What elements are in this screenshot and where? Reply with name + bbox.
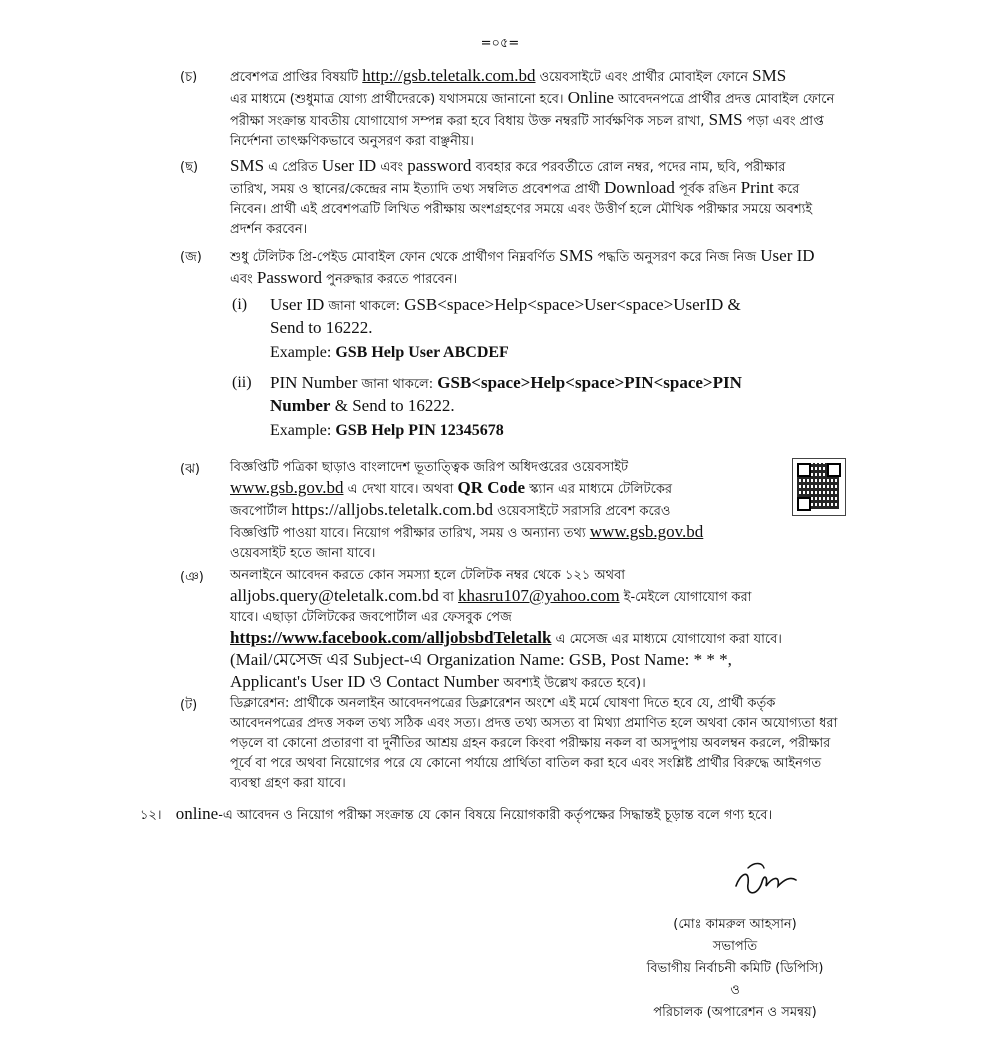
qr-code-image bbox=[792, 458, 846, 516]
gsb-website-link[interactable]: www.gsb.gov.bd bbox=[230, 478, 344, 497]
signatory-title-1: সভাপতি bbox=[712, 939, 758, 954]
item-body: অনলাইনে আবেদন করতে কোন সমস্যা হলে টেলিটক নম্বর থেকে ১২১ অথবা alljobs.query@teletalk.com.bd বা khasru107@yahoo.com ই-মেইলে যোগাযোগ করা যাবে। এছাড়া টেলিটকের জবপোর্টাল এর ফেসবুক পেজ https://www.facebook.com/alljobsbdTeletalk এ মেসেজ এর মাধ্যমে যোগাযোগ করা যাবে। (Mail/মেসেজ এর Subject-এ Organization Name: GSB, Post Name: * * *, Applicant's User ID ও Contact Number অবশ্যই উল্লেখ করতে হবে)। bbox=[230, 568, 782, 691]
final-clause: ১২। online-এ আবেদন ও নিয়োগ পরীক্ষা সংক্রান্ত যে কোন বিষয়ে নিয়োগকারী কর্তৃপক্ষের সিদ্ধান্তই চূড়ান্ত বলে গণ্য হবে। bbox=[140, 804, 773, 823]
item-body: বিজ্ঞপ্তিটি পত্রিকা ছাড়াও বাংলাদেশ ভূতাত্ত্বিক জরিপ অধিদপ্তরের ওয়েবসাইট www.gsb.gov.bd এ দেখা যাবে। অথবা QR Code স্ক্যান এর মাধ্যমে টেলিটকের জবপোর্টাল https://alljobs.teletalk.com.bd ওয়েবসাইটে সরাসরি প্রবেশ করেও বিজ্ঞপ্তিটি পাওয়া যাবে। নিয়োগ পরীক্ষার তারিখ, সময় ও অন্যান্য তথ্য www.gsb.gov.bd ওয়েবসাইট হতে জানা যাবে। bbox=[230, 460, 704, 561]
khasru-email[interactable]: khasru107@yahoo.com bbox=[458, 586, 620, 605]
clause-number: ১২। bbox=[140, 808, 162, 823]
item-body: SMS এ প্রেরিত User ID এবং password ব্যবহার করে পরবর্তীতে রোল নম্বর, পদের নাম, ছবি, পরীক্ষার তারিখ, সময় ও স্থানের/কেন্দ্রের নাম ইত্যাদি তথ্য সম্বলিত প্রবেশপত্র প্রার্থী Download পূর্বক রঙিন Print করে নিবেন। প্রার্থী এই প্রবেশপত্রটি লিখিত পরীক্ষায় অংশগ্রহণের সময়ে এবং উত্তীর্ণ হলে মৌখিক পরীক্ষার সময়ে অবশ্যই প্রদর্শন করবেন। bbox=[230, 156, 813, 237]
facebook-page-link[interactable]: https://www.facebook.com/alljobsbdTeletalk bbox=[230, 628, 552, 647]
item-marker: (চ) bbox=[180, 70, 198, 85]
item-marker: (ঝ) bbox=[180, 462, 200, 477]
page-number: =০৫= bbox=[480, 36, 520, 51]
signatory-title-2: বিভাগীয় নির্বাচনী কমিটি (ডিপিসি) bbox=[646, 961, 824, 976]
alljobs-link[interactable]: https://alljobs.teletalk.com.bd bbox=[291, 500, 493, 519]
item-body: প্রবেশপত্র প্রাপ্তির বিষয়টি http://gsb.teletalk.com.bd ওয়েবসাইটে এবং প্রার্থীর মোবাইল ফোনে SMS এর মাধ্যমে (শুধুমাত্র যোগ্য প্রার্থীদেরকে) যথাসময়ে জানানো হবে। Online আবেদনপত্রে প্রার্থীর প্রদত্ত মোবাইল ফোনে পরীক্ষা সংক্রান্ত যাবতীয় যোগাযোগ সম্পন্ন করা হবে বিধায় উক্ত নম্বরটি সার্বক্ষণিক সচল রাখা, SMS পড়া এবং প্রাপ্ত নির্দেশনা তাৎক্ষণিকভাবে অনুসরণ করা বাঞ্ছনীয়। bbox=[230, 66, 835, 149]
item-body: শুধু টেলিটক প্রি-পেইড মোবাইল ফোন থেকে প্রার্থীগণ নিম্নবর্ণিত SMS পদ্ধতি অনুসরণ করে নিজ নিজ User ID এবং Password পুনরুদ্ধার করতে পারবেন। bbox=[230, 246, 815, 287]
signatory-and: ও bbox=[730, 983, 740, 998]
example-pin: Example: GSB Help PIN 12345678 bbox=[270, 422, 504, 439]
alljobs-query-email[interactable]: alljobs.query@teletalk.com.bd bbox=[230, 586, 439, 605]
item-marker: (ট) bbox=[180, 698, 198, 713]
signature-mark bbox=[728, 856, 808, 906]
item-body: ডিক্লারেশন: প্রার্থীকে অনলাইন আবেদনপত্রের ডিক্লারেশন অংশে এই মর্মে ঘোষণা দিতে হবে যে, প্রার্থী কর্তৃক আবেদনপত্রের প্রদত্ত সকল তথ্য সঠিক এবং সত্য। প্রদত্ত তথ্য অসত্য বা মিথ্যা প্রমাণিত হলে অথবা কোন অযোগ্যতা ধরা পড়লে বা কোনো প্রতারণা বা দুর্নীতির আশ্রয় গ্রহন করলে কিংবা পরীক্ষায় নকল বা অসদুপায় অবলম্বন করলে, পরীক্ষার পূর্বে বা পরে অথবা নিয়োগের পরে যে কোনো পর্যায়ে প্রার্থিতা বাতিল করা হবে এবং সংশ্লিষ্ট প্রার্থীর বিরুদ্ধে আইনগত ব্যবস্থা গ্রহণ করা যাবে। bbox=[230, 696, 838, 791]
item-ja: (জ) শুধু টেলিটক প্রি-পেইড মোবাইল ফোন থেকে প্রার্থীগণ নিম্নবর্ণিত SMS পদ্ধতি অনুসরণ করে নিজ নিজ User ID এবং Password পুনরুদ্ধার করতে পারবেন। (i) User ID জানা থাকলে: GSB<space>Help<space>User<space>UserID & Send to 16222. Example: GSB Help User ABCDEF (ii) PIN Number জানা থাকলে: GSB<space>Help<space>PIN<space>PIN Number & Send to 16222. Example: GSB Help PIN 12345678 bbox=[180, 246, 870, 446]
item-marker: (ঞ) bbox=[180, 570, 204, 585]
signatory-title-3: পরিচালক (অপারেশন ও সমন্বয়) bbox=[653, 1005, 817, 1020]
gsb-website-link-2[interactable]: www.gsb.gov.bd bbox=[589, 522, 704, 541]
example-user-id: Example: GSB Help User ABCDEF bbox=[270, 344, 509, 361]
signatory-name: (মোঃ কামরুল আহসান) bbox=[673, 917, 797, 932]
item-marker: (জ) bbox=[180, 250, 202, 265]
gsb-teletalk-link[interactable]: http://gsb.teletalk.com.bd bbox=[362, 66, 536, 85]
item-marker: (ছ) bbox=[180, 160, 199, 175]
